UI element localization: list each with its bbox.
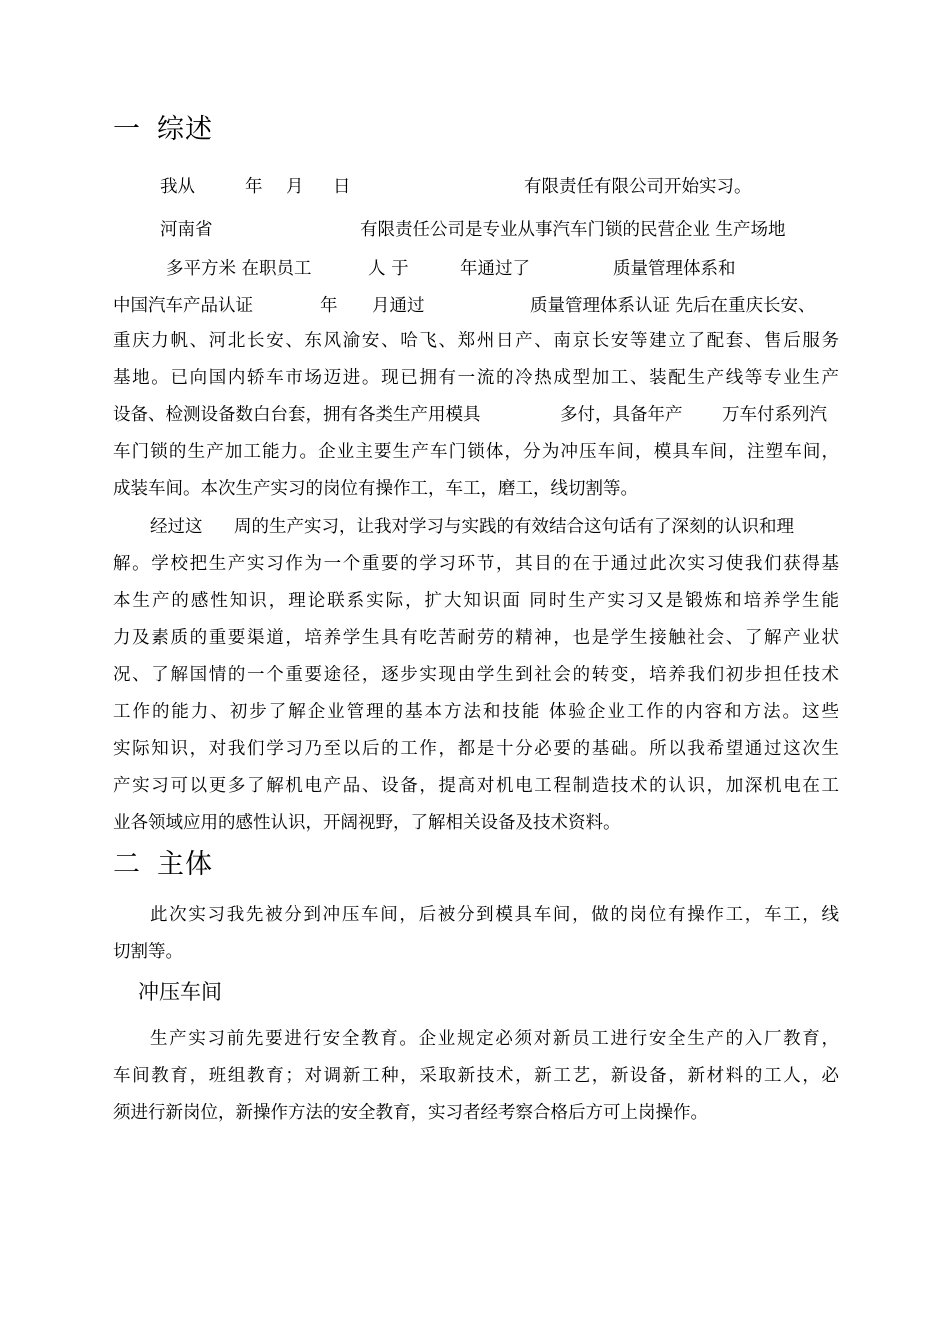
- text-segment: 河南省: [160, 220, 213, 240]
- text-segment: 设备、检测设备数白台套，拥有各类生产用模具: [113, 405, 481, 425]
- text-segment: 周的生产实习，让我对学习与实践的有效结合这句话有了深刻的认识和理: [234, 517, 794, 537]
- section-number: 二: [113, 849, 141, 880]
- section-number: 一: [113, 114, 141, 145]
- text-line: 生产实习前先要进行安全教育。企业规定必须对新员工进行安全生产的入厂教育，: [150, 1029, 839, 1049]
- text-segment: 年: [245, 177, 263, 197]
- text-segment: 年: [320, 296, 338, 316]
- text-line: 车门锁的生产加工能力。企业主要生产车门锁体，分为冲压车间，模具车间，注塑车间，: [113, 442, 839, 462]
- text-segment: 日: [333, 177, 351, 197]
- text-segment: 我从: [160, 177, 195, 197]
- text-line: 况、了解国情的一个重要途径，逐步实现由学生到社会的转变，培养我们初步担任技术: [113, 665, 839, 685]
- text-segment: 万车付系列汽: [722, 405, 827, 425]
- text-line: 本生产的感性知识，理论联系实际，扩大知识面 同时生产实习又是锻炼和培养学生能: [113, 591, 839, 611]
- text-segment: 月: [286, 177, 304, 197]
- text-segment: 多平方米 在职员工: [166, 259, 312, 279]
- text-line: 基地。已向国内轿车市场迈进。现已拥有一流的冷热成型加工、装配生产线等专业生产: [113, 368, 839, 388]
- text-line: 工作的能力、初步了解企业管理的基本方法和技能 体验企业工作的内容和方法。这些: [113, 702, 839, 722]
- section-heading-main-body: [113, 849, 213, 881]
- text-segment: 中国汽车产品认证: [113, 296, 253, 316]
- text-segment: 有限责任有限公司开始实习。: [524, 177, 752, 197]
- text-segment: 质量管理体系认证 先后在重庆长安、: [530, 296, 816, 316]
- text-line: 重庆力帆、河北长安、东风渝安、哈飞、郑州日产、南京长安等建立了配套、售后服务: [113, 331, 839, 351]
- text-segment: 多付，具备年产: [560, 405, 683, 425]
- text-segment: 有限责任公司是专业从事汽车门锁的民营企业 生产场地: [360, 220, 786, 240]
- text-line: 须进行新岗位，新操作方法的安全教育，实习者经考察合格后方可上岗操作。: [113, 1103, 708, 1123]
- text-line: 成装车间。本次生产实习的岗位有操作工，车工，磨工，线切割等。: [113, 479, 638, 499]
- text-segment: 人 于: [368, 259, 409, 279]
- text-segment: 月通过: [372, 296, 425, 316]
- section-heading-overview: [113, 114, 213, 146]
- text-segment: 质量管理体系和: [613, 259, 736, 279]
- text-line: 车间教育，班组教育；对调新工种，采取新技术，新工艺，新设备，新材料的工人，必: [113, 1066, 839, 1086]
- text-line: 切割等。: [113, 942, 183, 962]
- text-line: 此次实习我先被分到冲压车间，后被分到模具车间，做的岗位有操作工，车工，线: [150, 905, 839, 925]
- section-title: 主体: [157, 849, 213, 880]
- section-title: 综述: [157, 114, 213, 145]
- text-segment: 年通过了: [460, 259, 530, 279]
- subsection-heading-stamping-workshop: 冲压车间: [138, 980, 222, 1004]
- text-line: 解。学校把生产实习作为一个重要的学习环节，其目的在于通过此次实习使我们获得基: [113, 554, 839, 574]
- text-line: 产实习可以更多了解机电产品、设备，提高对机电工程制造技术的认识，加深机电在工: [113, 776, 839, 796]
- text-line: 实际知识，对我们学习乃至以后的工作，都是十分必要的基础。所以我希望通过这次生: [113, 739, 839, 759]
- text-line: 业各领域应用的感性认识，开阔视野，了解相关设备及技术资料。: [113, 813, 621, 833]
- text-segment: 经过这: [150, 517, 203, 537]
- text-line: 力及素质的重要渠道，培养学生具有吃苦耐劳的精神，也是学生接触社会、了解产业状: [113, 628, 839, 648]
